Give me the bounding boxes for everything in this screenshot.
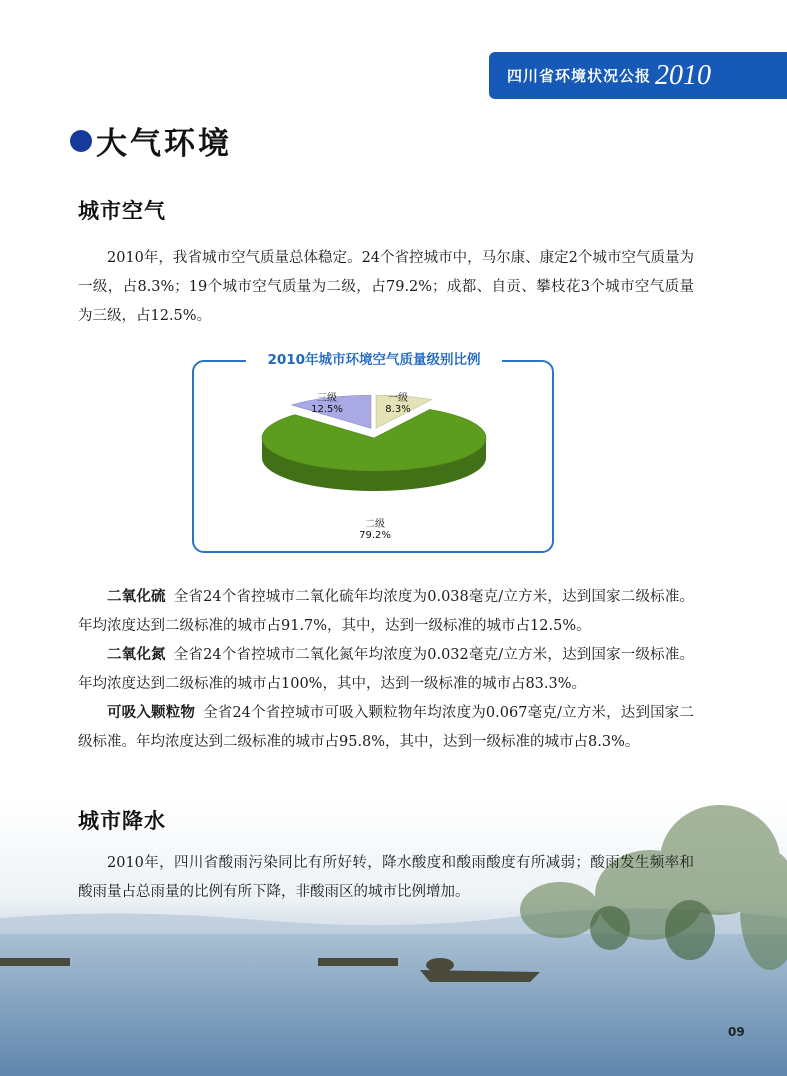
header-badge xyxy=(489,52,787,99)
page-number: 09 xyxy=(728,1025,745,1039)
slice-label-level1 xyxy=(376,393,420,415)
urban-air-intro: 2010年，我省城市空气质量总体稳定。24个省控城市中，马尔康、康定2个城市空气质量为一级，占8.3%；19个城市空气质量为二级，占79.2%；成都、自贡、攀枝花3个城市空气质量为三级，占12.5%。 xyxy=(78,250,694,324)
slice-label-level2-value: 79.2% xyxy=(359,530,391,541)
report-year: 2010 xyxy=(655,59,712,91)
pollutant-name: 二氧化氮 xyxy=(107,647,166,663)
pollutant-name: 可吸入颗粒物 xyxy=(107,705,196,721)
chart-title: 2010年城市环境空气质量级别比例 xyxy=(246,349,502,371)
bullet-dot-icon xyxy=(70,130,92,152)
section-title xyxy=(70,118,232,163)
slice-label-level3 xyxy=(302,393,352,415)
pollutant-text: 全省24个省控城市二氧化氮年均浓度为0.032毫克/立方米，达到国家一级标准。年均浓度达到二级标准的城市占100%，其中，达到一级标准的城市占83.3%。 xyxy=(78,647,695,692)
precipitation-text: 2010年，四川省酸雨污染同比有所好转，降水酸度和酸雨酸度有所减弱；酸雨发生频率和酸雨量占总雨量的比例有所下降，非酸雨区的城市比例增加。 xyxy=(78,855,694,900)
slice-label-level2-name: 二级 xyxy=(365,519,385,530)
pollutant-paragraph-no2 xyxy=(78,641,694,699)
section-title-text: 大气环境 xyxy=(96,126,232,162)
lake-scenery-image xyxy=(0,800,787,1076)
slice-label-level3-value: 12.5% xyxy=(311,404,343,415)
pie-tops xyxy=(262,395,486,471)
pie-slice-2 xyxy=(262,409,486,471)
pollutant-name: 二氧化硫 xyxy=(107,589,166,605)
pollutant-text: 全省24个省控城市二氧化硫年均浓度为0.038毫克/立方米，达到国家二级标准。年均浓度达到二级标准的城市占91.7%，其中，达到一级标准的城市占12.5%。 xyxy=(78,589,695,634)
urban-air-heading: 城市空气 xyxy=(78,199,166,223)
slice-label-level2 xyxy=(350,519,400,541)
report-title: 四川省环境状况公报 xyxy=(507,67,652,85)
slice-label-level1-name: 一级 xyxy=(388,393,408,404)
precipitation-heading: 城市降水 xyxy=(78,809,166,833)
pollutant-paragraph-so2 xyxy=(78,583,694,641)
pollutant-paragraph-pm10 xyxy=(78,699,694,757)
slice-label-level3-name: 三级 xyxy=(317,393,337,404)
slice-label-level1-value: 8.3% xyxy=(385,404,411,415)
pollutant-text: 全省24个省控城市可吸入颗粒物年均浓度为0.067毫克/立方米，达到国家二级标准。年均浓度达到二级标准的城市占95.8%，其中，达到一级标准的城市占8.3%。 xyxy=(78,705,694,750)
